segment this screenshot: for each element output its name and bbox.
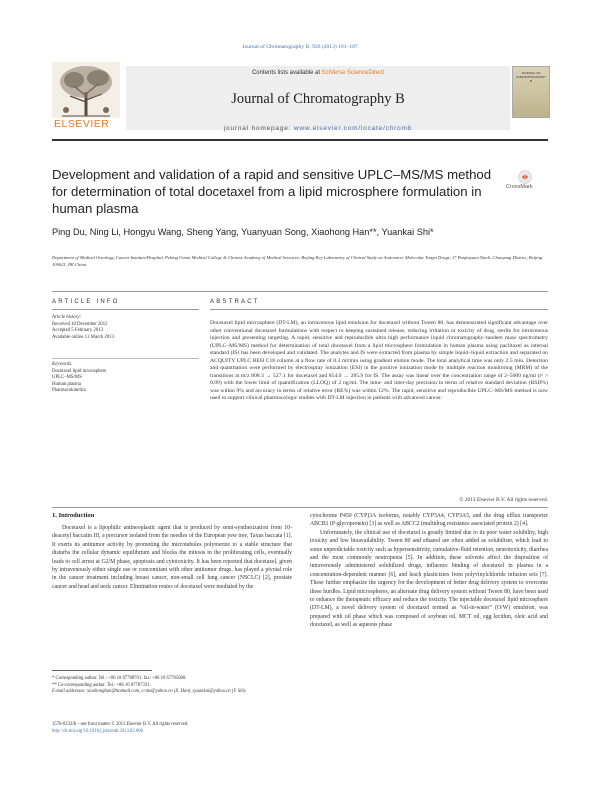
article-info-heading: ARTICLE INFO (52, 299, 120, 305)
body-left-column (52, 524, 292, 591)
keywords-label: Keywords: (52, 362, 73, 367)
co-corresponding-author-note: ** Co-corresponding author. Tel.: +86 10 87787331. (52, 682, 151, 688)
section-divider (52, 291, 548, 292)
abstract-text: Docetaxel lipid microsphere (DT-LM), an intravenous lipid emulsion for docetaxel without Tween 80, has demonstrated significant advantage over other conventional docetaxel formulations with respect to keeping sustained release, reducing irritation or toxicity of drug, sterile for intravenous injection and presenting targeting. A rapid, sensitive and reproducible ultra high performance liquid chromatography–tandem mass spectrometry (UPLC–MS/MS) method for determination of total docetaxel from a lipid microsphere formulation in human plasma using paclitaxel as internal standard (IS) has been developed and validated. The analytes and IS were extracted from plasma by simple liquid–liquid extraction and separated on ACQUITY UPLC BEH C18 column at a flow rate of 0.3 ml/min using gradient elution mode. The total analytical time was only 2.5 min. Detection and quantitation were performed by electrospray ionization (ESI) in the positive ionization mode by multiple reaction monitoring (MRM) of the transitions at m/z 808.3 → 527.1 for docetaxel and 854.0 → 285.9 for IS. The assay was linear over the concentration range of 2–5000 ng/ml (r² > 0.99) with the lower limit of quantification (LLOQ) of 2 ng/ml. The intra- and inter-day precision in terms of relative standard deviation (RSD%) was within 9% and accuracy in terms of relative error (RE%) was within 12%. The rapid, sensitive and reproducible UPLC–MS/MS method is now used to support clinical pharmacologic studies with DT-LM injection in patients with advanced cancer. (210, 320, 548, 402)
keyword-item: Pharmacokinetics (52, 388, 87, 394)
intro-paragraph: cytochrome P450 (CYP)3A isoforms, notably CYP3A4, CYP3A5, and the drug efflux transporter ABCB1 (P-glycoprotein) [3] as well as ABCC2 (multidrug resistance associated protein 2) [4]. (310, 513, 548, 528)
homepage-link[interactable]: www.elsevier.com/locate/chromb (293, 125, 413, 132)
homepage-prefix: journal homepage: (223, 125, 294, 132)
keywords-block (52, 362, 199, 395)
contents-prefix: Contents lists available at (251, 70, 322, 76)
affiliation: Department of Medical Oncology, Cancer Institute/Hospital, Peking Union Medical College & Chinese Academy of Medical Sciences; Beijing Key Laboratory of Clinical Study on Anticancer Molecular Target Drugs, 17 Panjiayuan Nanli, Chaoyang District, Beijing 100021, PR China (52, 255, 543, 268)
keyword-item: UPLC–MS/MS (52, 375, 82, 381)
article-history (52, 315, 199, 341)
body-right-column (310, 512, 548, 630)
keyword-item: Docetaxel lipid microsphere (52, 368, 107, 374)
body-divider (52, 507, 548, 508)
issn-line: 1570-0232/$ – see front matter © 2013 Elsevier B.V. All rights reserved. (52, 722, 189, 727)
elsevier-tree-icon (52, 62, 120, 118)
footnotes (52, 676, 292, 696)
introduction-heading: 1. Introduction (52, 512, 95, 519)
received-date: Received 10 December 2012 (52, 321, 108, 327)
journal-title: Journal of Chromatography B (231, 91, 405, 107)
journal-citation[interactable] (0, 44, 600, 50)
accepted-date: Accepted 5 February 2013 (52, 328, 104, 334)
cover-title: JOURNAL OF CHROMATOGRAPHY B (516, 71, 546, 83)
copyright-notice: © 2013 Elsevier B.V. All rights reserved. (459, 497, 548, 503)
journal-cover-thumbnail (512, 66, 550, 118)
paper-title: Development and validation of a rapid and sensitive UPLC–MS/MS method for determination of total docetaxel from a lipid microsphere formulation in human plasma (52, 167, 492, 216)
abstract-heading: ABSTRACT (210, 299, 260, 305)
citation-link[interactable]: Journal of Chromatography B, 926 (2013) 101–107 (242, 44, 358, 50)
contents-available-line (126, 70, 510, 76)
online-date: Available online 13 March 2013 (52, 334, 114, 340)
footnote-divider (52, 670, 152, 671)
author-list: Ping Du, Ning Li, Hongyu Wang, Sheng Yang, Yuanyuan Song, Xiaohong Han**, Yuankai Shi* (52, 227, 434, 237)
journal-homepage-line (126, 125, 510, 132)
doi-link[interactable]: http://dx.doi.org/10.1016/j.jchromb.2013.02.006 (52, 728, 143, 734)
elsevier-logo (52, 62, 120, 130)
elsevier-wordmark: ELSEVIER (54, 118, 110, 130)
intro-paragraph: Docetaxel is a lipophilic antineoplastic agent that is produced by semi-synthesization from 10-deacetyl baccatin III, a precursor isolated from the needles of the European yew tree, Taxus baccata [1]. It exerts its antitumor activity by promoting the microtubules polymerize to a stable structure that disturbs the cellular dynamic equilibrium and blocks the mitosis in the proliferating cells, eventually leads to cell arrest at G2/M phase, apoptosis and cytotoxicity. It has been reported that docetaxel, given by intravenously either single use or concomitant with other antitumor drugs, has played a pivotal role in the cancer treatment including breast cancer, non-small cell lung cancer (NSCLC) [2], prostate cancer and head and neck cancer. Elimination routes of docetaxel were mediated by the (52, 525, 292, 590)
issn-doi-block (52, 722, 292, 735)
header-divider (52, 139, 548, 141)
crossmark-icon (518, 170, 532, 184)
crossmark-badge[interactable] (506, 170, 548, 196)
corresponding-author-note: * Corresponding author. Tel.: +86 10 87788701; fax: +86 10 67705068. (52, 676, 187, 681)
abstract-divider (210, 309, 548, 310)
keywords-divider (52, 358, 199, 359)
intro-paragraph: Unfortunately, the clinical use of docetaxel is greatly limited due to its poor water solubility, high toxicity and low bioavailability. Tween 80 and ethanol are often added as solubiliser, which lead to some unpredictable toxicity such as hypersensitivity, cumulative-fluid retention, neurotoxicity, diarrhea and the most commonly neutropenia [5]. In addition, these solvents affect the disposition of intravenously administered solubilized drugs, influence binding of docetaxel in plasma in a concentration-dependent manner [6], and leach plasticizers from polyvinylchloride infusion sets [7]. These further emphasize the urgency for the development of better drug delivery system to overcome these hurdles. Lipid microspheres, an alternate drug delivery system without Tween 80, have been used to enhance the therapeutic efficacy and reduce the toxicity. The injectable docetaxel lipid microsphere (DT-LM), a novel delivery system of docetaxel termed as “oil-in-water” (O/W) emulsion, was prepared with oil phase which was composed of soybean oil, MCT oil, egg lecithin, oleic acid and docetaxel, as well as aqueous phase (310, 529, 548, 629)
article-info-divider (52, 309, 199, 310)
keyword-item: Human plasma (52, 381, 81, 387)
crossmark-label: CrossMark (506, 184, 533, 190)
sciverse-link[interactable]: SciVerse ScienceDirect (321, 70, 385, 76)
history-label: Article history: (52, 315, 82, 320)
email-addresses: E-mail addresses: xiaohonghan@hotmail.com, ccmo@yahoo.cn (X. Han), syuankai@yahoo.cn (Y. Shi). (52, 689, 247, 695)
